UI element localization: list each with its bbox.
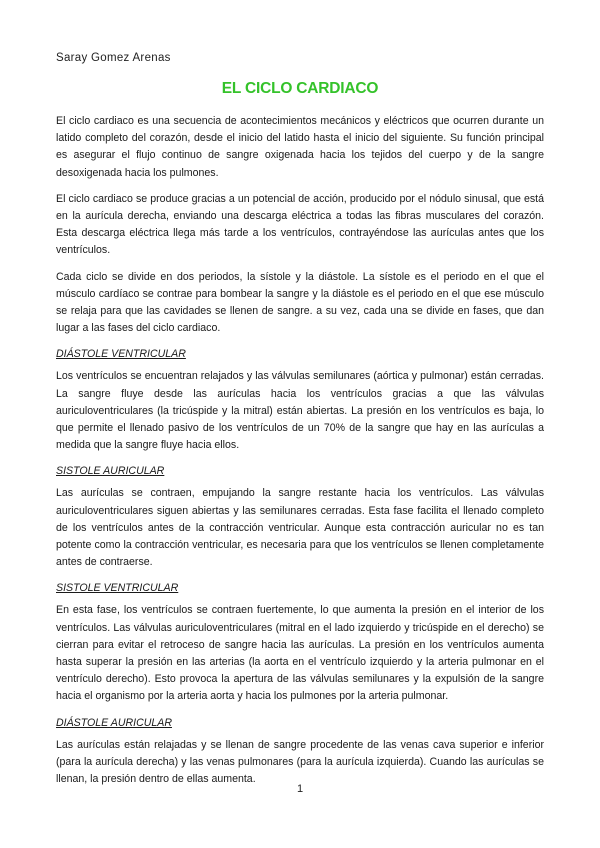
section-paragraph: Los ventrículos se encuentran relajados y las válvulas semilunares (aórtica y pulmonar) están cerradas. La sangre fluye desde las aurículas hacia los ventrículos gracias a que las válvulas auriculoventriculares (la tricúspide y la mitral) están abiertas. La presión en los ventrículos es baja, lo que permite el llenado pasivo de los ventrículos de un 70% de la sangre que hay en las aurículas a medida que la sangre fluye hacia ellos. — [56, 370, 544, 452]
intro-paragraph-2: El ciclo cardiaco se produce gracias a un potencial de acción, producido por el nódulo sinusal, que está en la aurícula derecha, enviando una descarga eléctrica a todas las fibras musculares del corazón. Esta descarga eléctrica llega más tarde a los ventrículos, contrayéndose las aurículas antes que los ventrículos. — [56, 192, 544, 257]
section-sistole-ventricular — [56, 580, 544, 705]
section-diastole-auricular — [56, 715, 544, 789]
section-paragraph: Las aurículas se contraen, empujando la sangre restante hacia los ventrículos. Las válvulas auriculoventriculares siguen abiertas y las semilunares cerradas. Esta fase facilita el llenado completo de los ventrículos antes de la contracción ventricular. Aunque esta contracción auricular no es tan potente como la contracción ventricular, es necesaria para que los ventrículos se llenen completamente antes de contraerse. — [56, 487, 544, 569]
document-title: EL CICLO CARDIACO — [221, 80, 379, 97]
section-sistole-auricular — [56, 463, 544, 571]
section-heading: DIÁSTOLE VENTRICULAR — [56, 348, 186, 361]
document-body — [56, 113, 544, 797]
section-diastole-ventricular — [56, 346, 544, 454]
section-heading: DIÁSTOLE AURICULAR — [56, 716, 172, 729]
intro-paragraph-1: El ciclo cardiaco es una secuencia de acontecimientos mecánicos y eléctricos que ocurren durante un latido completo del corazón, desde el inicio del latido hasta el inicio del siguiente. Su función principal es asegurar el flujo continuo de sangre oxigenada hacia los tejidos del cuerpo y de la sangre desoxigenada hacia los pulmones. — [56, 115, 544, 179]
section-paragraph: En esta fase, los ventrículos se contraen fuertemente, lo que aumenta la presión en el interior de los ventrículos. Las válvulas auriculoventriculares (mitral en el lado izquierdo y tricúspide en el derecho) se cierran para evitar el retroceso de sangre hacia las aurículas. La presión en los ventrículos aumenta hasta superar la presión en las arterias (la aorta en el ventrículo izquierdo y la arteria pulmonar en el ventrículo derecho). Esto provoca la apertura de las válvulas semilunares y la expulsión de la sangre hacia el organismo por la arteria aorta y hacia los pulmones por la arteria pulmonar. — [56, 604, 544, 703]
section-paragraph: Las aurículas están relajadas y se llenan de sangre procedente de las venas cava superior e inferior (para la aurícula derecha) y las venas pulmonares (para la aurícula izquierda). Cuando las aurículas se llenan, la presión dentro de ellas aumenta. — [56, 738, 544, 786]
page-number: 1 — [296, 783, 304, 795]
section-heading: SISTOLE VENTRICULAR — [56, 582, 179, 595]
section-heading: SISTOLE AURICULAR — [56, 465, 165, 478]
intro-paragraph-3: Cada ciclo se divide en dos periodos, la sístole y la diástole. La sístole es el periodo en el que el músculo cardíaco se contrae para bombear la sangre y la diástole es el periodo en el que ese músculo se relaja para que las cavidades se llenen de sangre. a su vez, cada una se divide en fases, que dan lugar a las fases del ciclo cardiaco. — [56, 270, 544, 335]
author-name: Saray Gomez Arenas — [56, 52, 171, 64]
